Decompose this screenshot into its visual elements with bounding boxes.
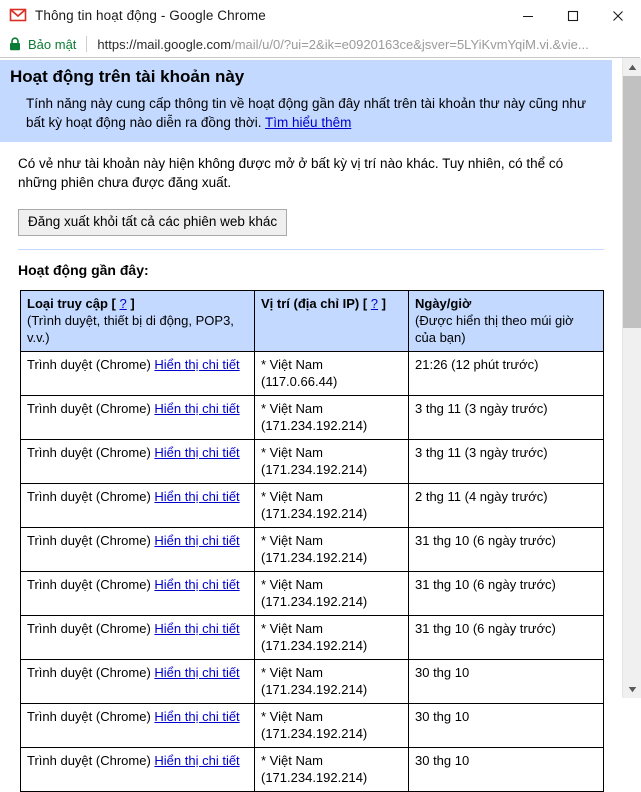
cell-access-type	[21, 616, 255, 660]
access-type-text: Trình duyệt (Chrome)	[27, 577, 151, 592]
cell-access-type	[21, 572, 255, 616]
cell-datetime: 31 thg 10 (6 ngày trước)	[409, 528, 604, 572]
location-country: * Việt Nam	[261, 533, 323, 548]
browser-viewport	[0, 58, 640, 785]
access-type-text: Trình duyệt (Chrome)	[27, 489, 151, 504]
cell-datetime: 3 thg 11 (3 ngày trước)	[409, 440, 604, 484]
cell-access-type	[21, 484, 255, 528]
column-header-access-type	[21, 291, 255, 352]
table-row	[21, 352, 604, 396]
show-details-link[interactable]: Hiển thị chi tiết	[154, 489, 240, 504]
cell-access-type	[21, 396, 255, 440]
cell-datetime: 3 thg 11 (3 ngày trước)	[409, 396, 604, 440]
location-ip: (171.234.192.214)	[261, 594, 368, 609]
column-header-location-label: Vị trí (địa chỉ IP) [ ? ]	[261, 296, 386, 311]
column-header-access-type-sub: (Trình duyệt, thiết bị di động, POP3, v.v.)	[27, 313, 234, 345]
table-row	[21, 572, 604, 616]
page-content	[0, 58, 622, 785]
scrollbar-thumb[interactable]	[623, 76, 641, 328]
cell-access-type	[21, 748, 255, 792]
recent-activity-table	[20, 290, 604, 792]
show-details-link[interactable]: Hiển thị chi tiết	[154, 357, 240, 372]
table-row	[21, 616, 604, 660]
cell-datetime: 31 thg 10 (6 ngày trước)	[409, 616, 604, 660]
access-type-text: Trình duyệt (Chrome)	[27, 401, 151, 416]
cell-access-type	[21, 660, 255, 704]
location-country: * Việt Nam	[261, 621, 323, 636]
location-country: * Việt Nam (117.0.66.44)	[261, 357, 338, 389]
show-details-link[interactable]: Hiển thị chi tiết	[154, 401, 240, 416]
location-help-icon[interactable]: ?	[370, 296, 379, 311]
scroll-down-icon[interactable]	[623, 680, 641, 698]
cell-location	[255, 396, 409, 440]
cell-location	[255, 748, 409, 792]
table-header-row	[21, 291, 604, 352]
location-country: * Việt Nam	[261, 489, 323, 504]
show-details-link[interactable]: Hiển thị chi tiết	[154, 577, 240, 592]
access-type-text: Trình duyệt (Chrome)	[27, 445, 151, 460]
session-status-text: Có vẻ như tài khoản này hiện không được mở ở bất kỳ vị trí nào khác. Tuy nhiên, có thể có những phiên chưa được đăng xuất.	[18, 156, 564, 190]
location-country: * Việt Nam	[261, 753, 323, 768]
cell-datetime: 31 thg 10 (6 ngày trước)	[409, 572, 604, 616]
table-row	[21, 484, 604, 528]
signout-all-sessions-button[interactable]: Đăng xuất khỏi tất cả các phiên web khác	[18, 209, 287, 236]
cell-location	[255, 704, 409, 748]
section-divider	[18, 249, 604, 250]
cell-datetime: 30 thg 10	[409, 748, 604, 792]
access-type-text: Trình duyệt (Chrome)	[27, 357, 151, 372]
show-details-link[interactable]: Hiển thị chi tiết	[154, 445, 240, 460]
cell-access-type	[21, 352, 255, 396]
url-text[interactable]	[97, 37, 588, 52]
cell-location	[255, 352, 409, 396]
cell-location	[255, 572, 409, 616]
show-details-link[interactable]: Hiển thị chi tiết	[154, 665, 240, 680]
access-type-text: Trình duyệt (Chrome)	[27, 533, 151, 548]
access-type-text: Trình duyệt (Chrome)	[27, 709, 151, 724]
location-country: * Việt Nam	[261, 709, 323, 724]
table-row	[21, 528, 604, 572]
table-row	[21, 748, 604, 792]
column-header-datetime-sub: (Được hiển thị theo múi giờ của bạn)	[415, 313, 574, 345]
cell-datetime: 21:26 (12 phút trước)	[409, 352, 604, 396]
minimize-icon[interactable]	[505, 0, 550, 31]
show-details-link[interactable]: Hiển thị chi tiết	[154, 753, 240, 768]
cell-location	[255, 484, 409, 528]
cell-location	[255, 528, 409, 572]
location-country: * Việt Nam	[261, 577, 323, 592]
table-row	[21, 396, 604, 440]
show-details-link[interactable]: Hiển thị chi tiết	[154, 621, 240, 636]
signout-button-wrapper	[18, 209, 622, 236]
location-ip: (171.234.192.214)	[261, 418, 368, 433]
column-header-access-type-label: Loại truy cập [ ? ]	[27, 296, 135, 311]
cell-location	[255, 440, 409, 484]
cell-datetime: 30 thg 10	[409, 704, 604, 748]
cell-datetime: 2 thg 11 (4 ngày trước)	[409, 484, 604, 528]
security-label: Bảo mật	[28, 36, 77, 52]
address-divider	[86, 36, 87, 52]
location-country: * Việt Nam	[261, 445, 323, 460]
location-country: * Việt Nam	[261, 401, 323, 416]
location-ip: (171.234.192.214)	[261, 726, 368, 741]
cell-location	[255, 660, 409, 704]
cell-access-type	[21, 528, 255, 572]
window-titlebar	[0, 0, 640, 31]
recent-activity-heading: Hoạt động gần đây:	[18, 262, 149, 278]
location-ip: (171.234.192.214)	[261, 770, 368, 785]
column-header-datetime-label: Ngày/giờ	[415, 296, 472, 311]
location-ip: (171.234.192.214)	[261, 462, 368, 477]
location-ip: (171.234.192.214)	[261, 550, 368, 565]
close-icon[interactable]	[595, 0, 640, 31]
cell-access-type	[21, 704, 255, 748]
activity-info-banner	[0, 60, 612, 142]
window-title: Thông tin hoạt động - Google Chrome	[35, 7, 266, 23]
cell-datetime: 30 thg 10	[409, 660, 604, 704]
show-details-link[interactable]: Hiển thị chi tiết	[154, 709, 240, 724]
cell-location	[255, 616, 409, 660]
lock-icon	[9, 37, 21, 51]
banner-description	[26, 94, 586, 132]
access-type-help-icon[interactable]: ?	[119, 296, 127, 311]
window-controls	[505, 0, 640, 31]
access-type-text: Trình duyệt (Chrome)	[27, 753, 151, 768]
scroll-up-icon[interactable]	[623, 58, 641, 76]
location-ip: (171.234.192.214)	[261, 638, 368, 653]
column-header-datetime	[409, 291, 604, 352]
url-host: https://mail.google.com	[97, 36, 232, 52]
maximize-icon[interactable]	[550, 0, 595, 31]
location-ip: (171.234.192.214)	[261, 682, 368, 697]
table-row	[21, 704, 604, 748]
learn-more-link[interactable]: Tìm hiểu thêm	[265, 115, 352, 130]
cell-access-type	[21, 440, 255, 484]
location-country: * Việt Nam	[261, 665, 323, 680]
page-scrollbar[interactable]	[622, 58, 640, 698]
table-row	[21, 440, 604, 484]
show-details-link[interactable]: Hiển thị chi tiết	[154, 533, 240, 548]
gmail-icon	[10, 7, 26, 23]
scrollbar-track[interactable]	[623, 76, 641, 680]
access-type-text: Trình duyệt (Chrome)	[27, 665, 151, 680]
column-header-location	[255, 291, 409, 352]
location-ip: (171.234.192.214)	[261, 506, 368, 521]
activity-table-body	[21, 352, 604, 792]
address-bar[interactable]	[0, 31, 640, 58]
url-path: /mail/u/0/?ui=2&ik=e0920163ce&jsver=5LYiKvmYqiM.vi.&vie...	[231, 36, 589, 52]
banner-description-text: Tính năng này cung cấp thông tin về hoạt động gần đây nhất trên tài khoản thư này cũng như bất kỳ hoạt động nào diễn ra đồng thời.	[26, 96, 586, 130]
table-row	[21, 660, 604, 704]
page-title: Hoạt động trên tài khoản này	[10, 67, 245, 86]
access-type-text: Trình duyệt (Chrome)	[27, 621, 151, 636]
